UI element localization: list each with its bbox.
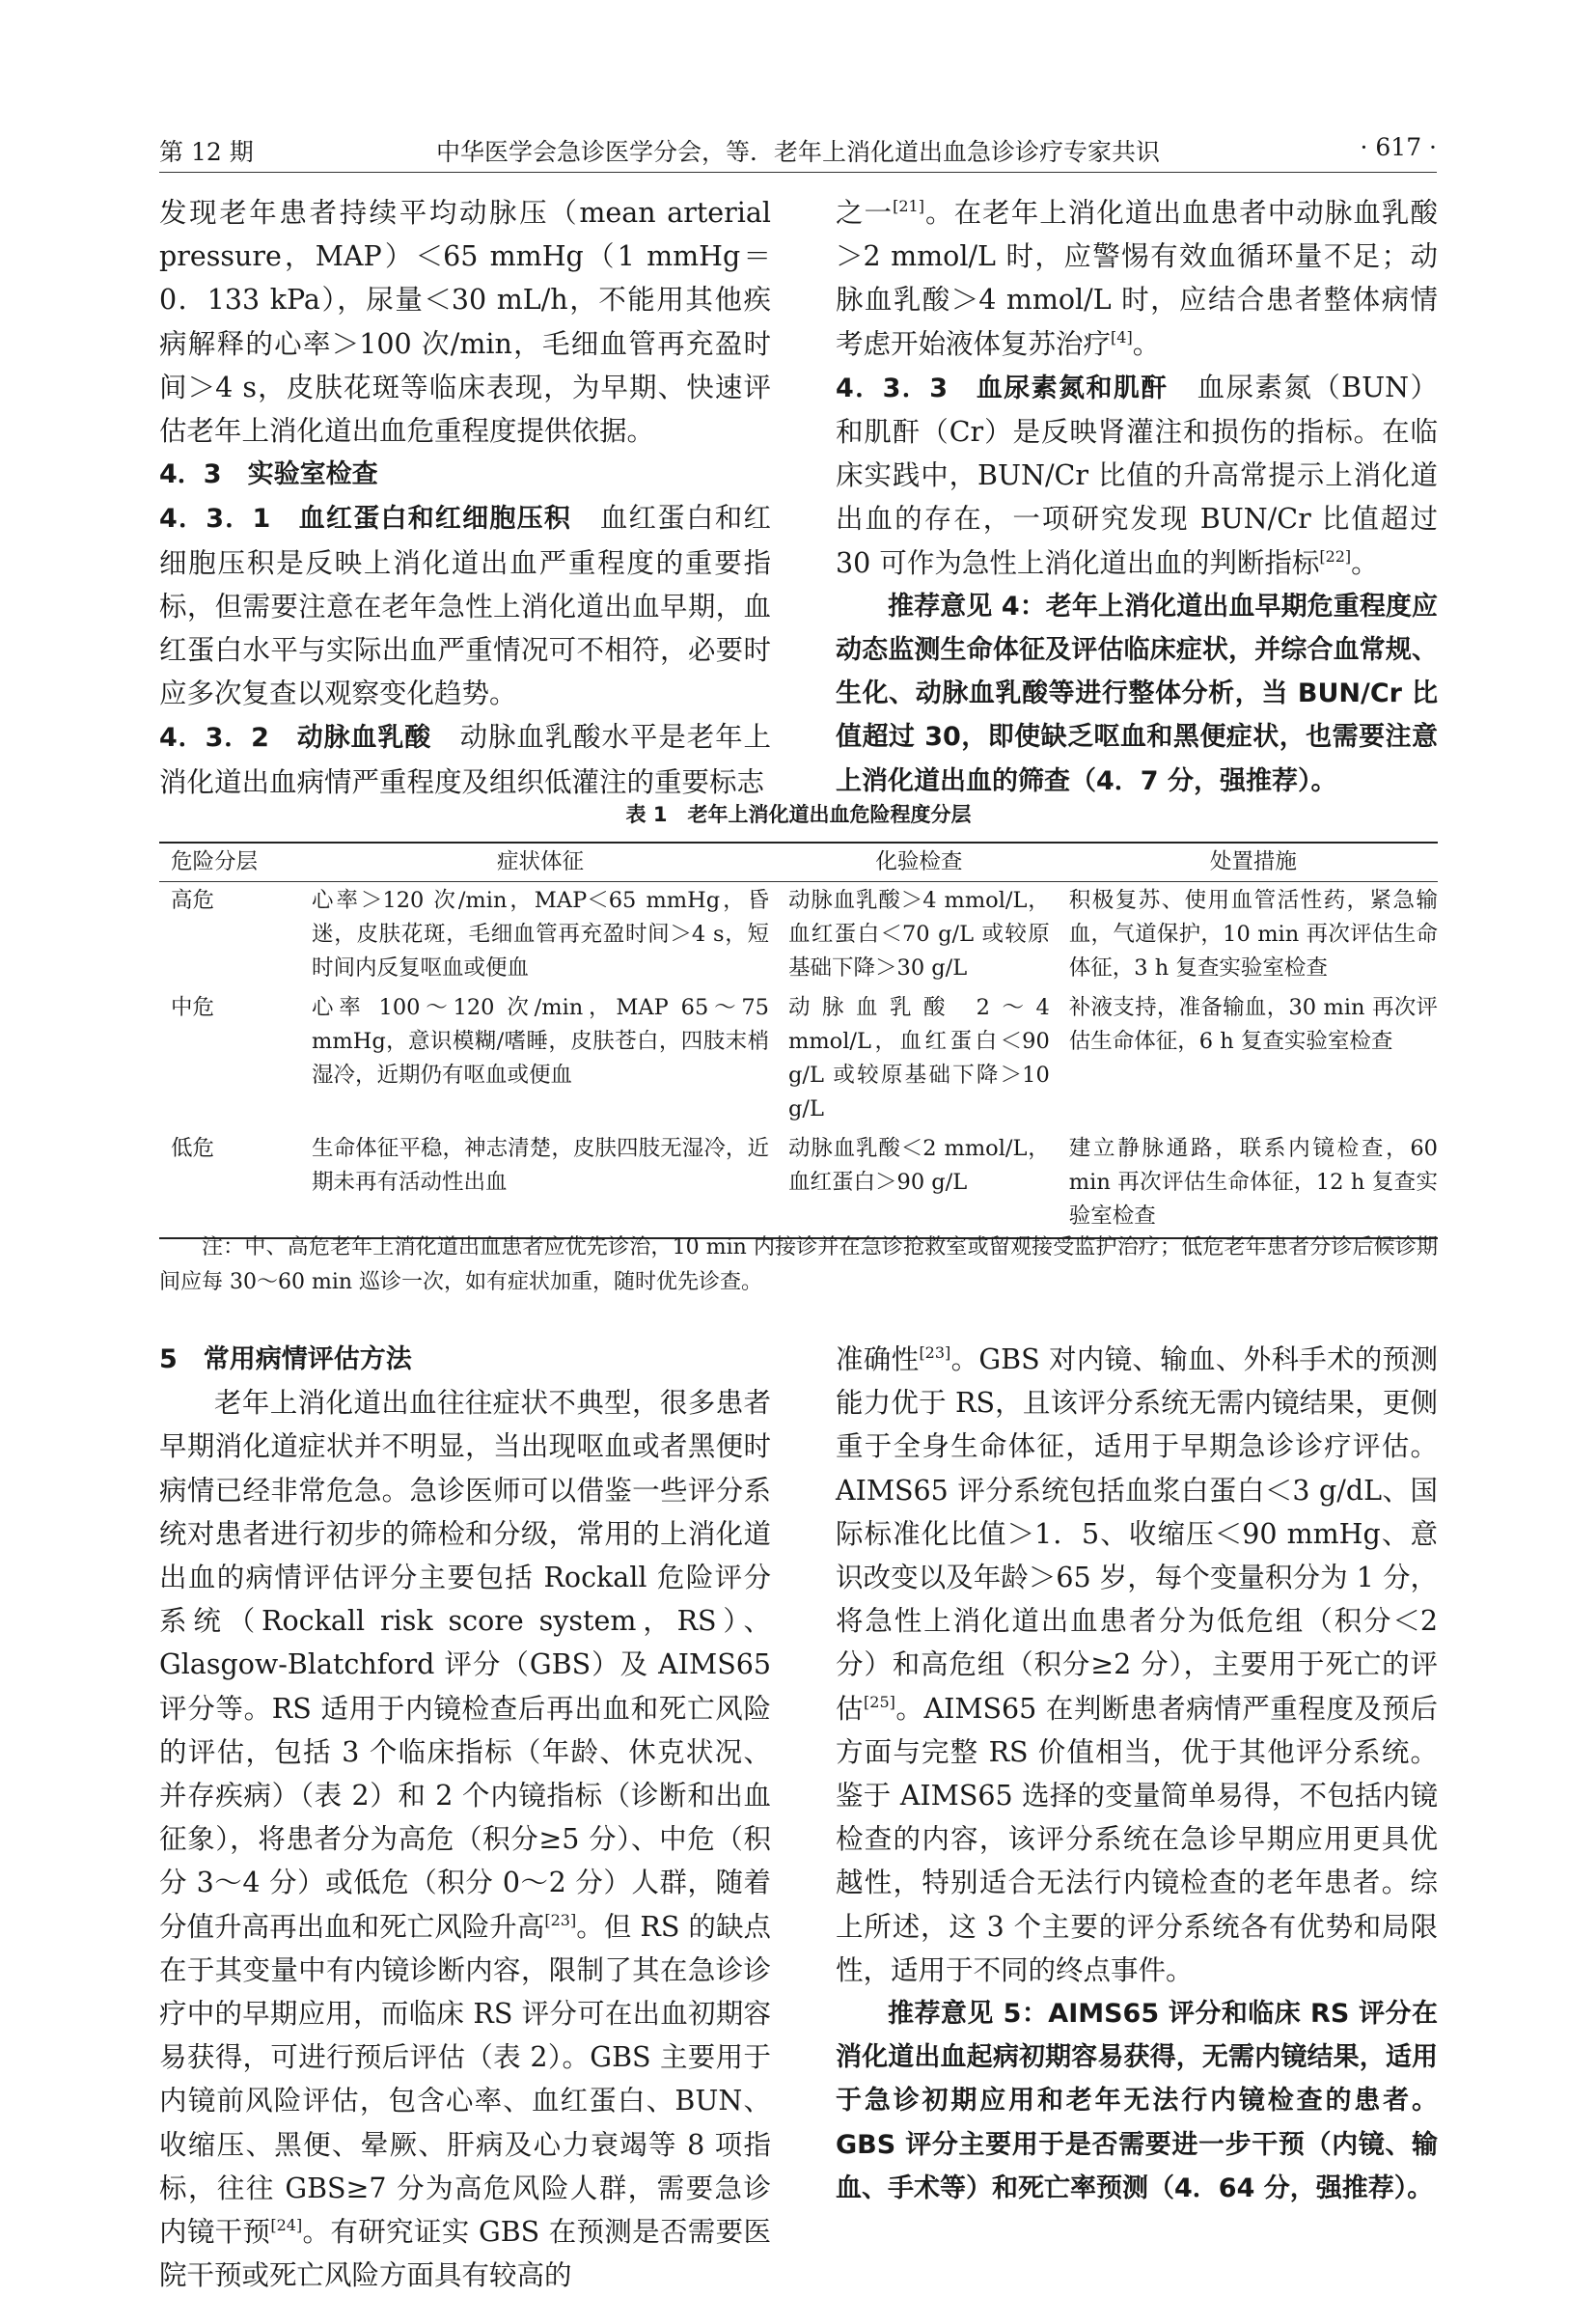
table-header-row (159, 843, 1438, 882)
running-title: 中华医学会急诊医学分会，等．老年上消化道出血急诊诊疗专家共识 (435, 138, 1160, 166)
subsection-heading-4-3-3: 4．3．3 血尿素氮和肌酐 (836, 373, 1169, 403)
citation: [23] (919, 1343, 951, 1362)
text: 。 (1351, 546, 1379, 579)
table-row (159, 989, 1438, 1130)
symptoms-cell: 生命体征平稳，神志清楚，皮肤四肢无湿冷，近期未再有活动性出血 (312, 1130, 788, 1238)
labs-cell: 动脉血乳酸 2～4 mmol/L，血红蛋白＜90 g/L 或较原基础下降＞10 g/L (788, 995, 1050, 1121)
labs-cell: 动脉血乳酸＜2 mmol/L，血红蛋白＞90 g/L (788, 1130, 1069, 1238)
text: 。在老年上消化道出血患者中动脉血乳酸＞2 mmol/L 时，应警惕有效血循环量不足；动脉血乳酸＞4 mmol/L 时，应结合患者整体病情考虑开始液体复苏治疗 (836, 197, 1438, 360)
paragraph-text: 血红蛋白和红细胞压积是反映上消化道出血严重程度的重要指标，但需要注意在老年急性上消化道出血早期，血红蛋白水平与实际出血严重情况可不相符，必要时应多次复查以观察变化趋势。 (159, 502, 771, 710)
table-row (159, 1130, 1438, 1238)
paragraph-text: 血尿素氮（BUN）和肌酐（Cr）是反映肾灌注和损伤的指标。在临床实践中，BUN/Cr 比值的升高常提示上消化道出血的存在，一项研究发现 BUN/Cr 比值超过 30 可作为急性上消化道出血的判断指标 (836, 371, 1438, 579)
page-number: · 617 · (1360, 133, 1437, 161)
section-heading-5: 5 常用病情评估方法 (159, 1344, 412, 1374)
text: 老年上消化道出血往往症状不典型，很多患者早期消化道症状并不明显，当出现呕血或者黑便时病情已经非常危急。急诊医师可以借鉴一些评分系统对患者进行初步的筛检和分级，常用的上消化道出血的病情评估评分主要包括 Rockall 危险评分系统（Rockall risk score system，RS）、Glasgow-Blatchford 评分（GBS）及 AIMS65 评分等。RS 适用于内镜检查后再出血和死亡风险的评估，包括 3 个临床指标（年龄、休克状况、并存疾病）（表 2）和 2 个内镜指标（诊断和出血征象），将患者分为高危（积分≥5 分）、中危（积分 3～4 分）或低危（积分 0～2 分）人群，随着分值升高再出血和死亡风险升高 (159, 1387, 771, 1943)
recommendation-4: 推荐意见 4：老年上消化道出血早期危重程度应动态监测生命体征及评估临床症状，并综合血常规、生化、动脉血乳酸等进行整体分析，当 BUN/Cr 比值超过 30，即使缺乏呕血和黑便症状，也需要注意上消化道出血的筛查（4．7 分，强推荐）。 (836, 591, 1438, 796)
subsection-heading-4-3-1: 4．3．1 血红蛋白和红细胞压积 (159, 504, 572, 535)
text: 之一 (836, 197, 894, 229)
paragraph-4-3-2 (159, 715, 771, 803)
risk-level-cell: 低危 (159, 1130, 312, 1238)
citation: [25] (864, 1692, 895, 1711)
paragraph-text: 动脉血乳酸水平是老年上消化道出血病情严重程度及组织低灌注的重要标志 (159, 721, 771, 798)
section-heading-4-3: 4．3 实验室检查 (159, 459, 378, 490)
risk-level-cell: 高危 (171, 888, 215, 913)
lower-left-column (159, 1338, 771, 2297)
column-header: 处置措施 (1069, 843, 1438, 882)
symptoms-cell: 心率＞120 次/min，MAP＜65 mmHg，昏迷，皮肤花斑，毛细血管再充盈时间＞4 s，短时间内反复呕血或便血 (312, 888, 769, 981)
subsection-heading-4-3-2: 4．3．2 动脉血乳酸 (159, 723, 432, 754)
symptoms-cell: 心率 100～120 次/min，MAP 65～75 mmHg，意识模糊/嗜睡，皮肤苍白，四肢末梢湿冷，近期仍有呕血或便血 (312, 995, 769, 1088)
upper-right-column (836, 191, 1438, 803)
citation: [22] (1319, 546, 1352, 566)
column-header: 化验检查 (788, 843, 1069, 882)
text: 。有研究证实 GBS 在预测是否需要医院干预或死亡风险方面具有较高的 (159, 2216, 771, 2292)
risk-level-cell: 中危 (171, 995, 215, 1020)
citation: [21] (893, 197, 924, 215)
actions-cell: 建立静脉通路，联系内镜检查，60 min 再次评估生命体征，12 h 复查实验室检查 (1069, 1130, 1438, 1238)
paragraph-4-3-1 (159, 496, 771, 715)
table-note: 注：中、高危老年上消化道出血患者应优先诊治，10 min 内接诊并在急诊抢救室或留观接受监护治疗；低危老年患者分诊后候诊期间应每 30～60 min 巡诊一次，如有症状加重，随时优先诊查。 (159, 1235, 1438, 1294)
column-header: 症状体征 (312, 843, 788, 882)
paragraph (836, 191, 1438, 366)
lower-right-column (836, 1338, 1438, 2210)
text: 。但 RS 的缺点在于其变量中有内镜诊断内容，限制了其在急诊诊疗中的早期应用，而临床 RS 评分可在出血初期容易获得，可进行预后评估（表 2）。GBS 主要用于内镜前风险评估，包含心率、血红蛋白、BUN、收缩压、黑便、晕厥、肝病及心力衰竭等 8 项指标，往往 GBS≥7 分为高危风险人群，需要急诊内镜干预 (159, 1910, 771, 2249)
actions-cell: 补液支持，准备输血，30 min 再次评估生命体征，6 h 复查实验室检查 (1068, 995, 1438, 1054)
table-row (159, 882, 1438, 990)
citation: [24] (270, 2216, 303, 2235)
upper-left-column (159, 191, 771, 804)
actions-cell: 积极复苏、使用血管活性药，紧急输血，气道保护，10 min 再次评估生命体征，3 h 复查实验室检查 (1068, 888, 1438, 981)
text: 。AIMS65 在判断患者病情严重程度及预后方面与完整 RS 价值相当，优于其他评分系统。鉴于 AIMS65 选择的变量简单易得，不包括内镜检查的内容，该评分系统在急诊早期应用更具优越性，特别适合无法行内镜检查的老年患者。综上所述，这 3 个主要的评分系统各有优势和局限性，适用于不同的终点事件。 (836, 1692, 1438, 1986)
text: 。 (1132, 327, 1161, 360)
citation: [23] (544, 1910, 577, 1929)
table-caption: 表 1 老年上消化道出血危险程度分层 (625, 803, 972, 826)
risk-stratification-table (159, 842, 1438, 1239)
issue-number: 第 12 期 (159, 138, 254, 166)
text: 。GBS 对内镜、输血、外科手术的预测能力优于 RS，且该评分系统无需内镜结果，更侧重于全身生命体征，适用于早期急诊诊疗评估。AIMS65 评分系统包括血浆白蛋白＜3 g/dL、国际标准化比值＞1．5、收缩压＜90 mmHg、意识改变以及年龄＞65 岁，每个变量积分为 1 分，将急性上消化道出血患者分为低危组（积分＜2 分）和高危组（积分≥2 分），主要用于死亡的评估 (836, 1343, 1438, 1725)
paragraph (836, 1338, 1438, 1992)
paragraph: 发现老年患者持续平均动脉压（mean arterial pressure，MAP）＜65 mmHg（1 mmHg＝0．133 kPa），尿量＜30 mL/h，不能用其他疾病解释的心率＞100 次/min，毛细血管再充盈时间＞4 s，皮肤花斑等临床表现，为早期、快速评估老年上消化道出血危重程度提供依据。 (159, 197, 771, 448)
citation: [4] (1111, 327, 1133, 346)
column-header: 危险分层 (159, 843, 312, 882)
paragraph (159, 1381, 771, 2297)
running-header (159, 133, 1437, 173)
labs-cell: 动脉血乳酸＞4 mmol/L，血红蛋白＜70 g/L 或较原基础下降＞30 g/L (788, 888, 1050, 981)
recommendation-5: 推荐意见 5：AIMS65 评分和临床 RS 评分在消化道出血起病初期容易获得，无需内镜结果，适用于急诊初期应用和老年无法行内镜检查的患者。GBS 评分主要用于是否需要进一步干预（内镜、输血、手术等）和死亡率预测（4．64 分，强推荐）。 (836, 1999, 1438, 2203)
paragraph-4-3-3 (836, 366, 1438, 585)
text: 准确性 (836, 1343, 920, 1375)
